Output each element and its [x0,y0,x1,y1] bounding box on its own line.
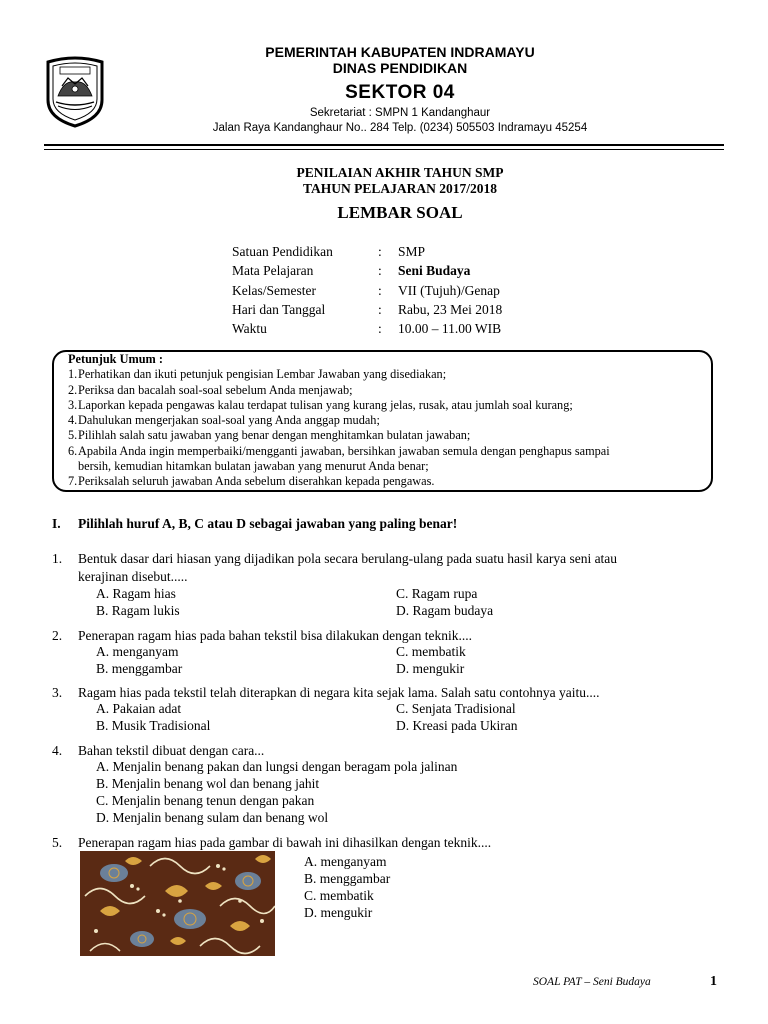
instruction-text: Laporkan kepada pengawas kalau terdapat tulisan yang kurang jelas, rusak, atau jumlah soal kurang; [78,397,573,412]
info-value: Seni Budaya [398,263,471,279]
instruction-item-continuation [60,459,710,474]
info-colon: : [378,244,382,259]
instruction-number: 2. [68,382,78,397]
question-5-option-d: D. mengukir [304,905,373,920]
question-5-option-c: C. membatik [304,888,374,903]
instructions-title: Petunjuk Umum : [68,352,163,366]
info-row-class-semester [232,281,632,300]
instruction-text: Periksalah seluruh jawaban Anda sebelum diserahkan kepada pengawas. [78,474,435,489]
info-row-subject [232,261,632,280]
question-3-option-a: A. Pakaian adat [96,701,182,716]
academic-year: TAHUN PELAJARAN 2017/2018 [302,181,497,196]
question-2-number: 2. [52,628,63,643]
page-number: 1 [710,974,717,989]
instruction-text: Apabila Anda ingin memperbaiki/mengganti jawaban, bersihkan jawaban semula dengan penghapus sampai [78,443,610,458]
info-row-school-level [232,242,632,261]
question-5-number: 5. [52,835,63,850]
instruction-item [60,444,710,459]
question-3-option-b: B. Musik Tradisional [96,718,211,733]
info-row-time [232,319,632,338]
instruction-item [60,367,710,382]
secretariat-line: Sekretariat : SMPN 1 Kandanghaur [309,107,491,119]
info-colon: : [378,321,382,337]
info-value: VII (Tujuh)/Genap [398,282,500,298]
letterhead-divider-thick [44,144,724,146]
instruction-number: 3. [68,397,78,412]
government-heading: PEMERINTAH KABUPATEN INDRAMAYU [265,44,535,60]
info-label: Waktu [232,321,267,337]
info-colon: : [378,301,382,317]
instruction-number: 4. [68,413,78,428]
question-1-option-d: D. Ragam budaya [396,603,494,618]
document-title: LEMBAR SOAL [337,203,463,222]
question-5-option-a: A. menganyam [304,854,387,869]
question-2-option-a: A. menganyam [96,644,179,659]
question-1-option-b: B. Ragam lukis [96,603,180,618]
question-5-option-b: B. menggambar [304,871,391,886]
question-1-number: 1. [52,551,63,566]
question-1-text-continued: kerajinan disebut..... [78,569,188,584]
question-4-option-c: C. Menjalin benang tenun dengan pakan [96,793,315,808]
address-line: Jalan Raya Kandanghaur No.. 284 Telp. (0234) 505503 Indramayu 45254 [212,122,588,134]
section-instruction: Pilihlah huruf A, B, C atau D sebagai jawaban yang paling benar! [78,516,458,531]
question-2-option-b: B. menggambar [96,661,183,676]
info-label: Satuan Pendidikan [232,244,333,259]
exam-info-table [232,242,632,338]
question-3-option-d: D. Kreasi pada Ukiran [396,718,518,733]
info-colon: : [378,263,382,279]
department-heading: DINAS PENDIDIKAN [332,60,468,76]
info-colon: : [378,282,382,298]
instructions-list [60,352,710,490]
info-label: Mata Pelajaran [232,263,314,279]
section-number: I. [52,516,61,531]
question-4-number: 4. [52,743,63,758]
info-value: SMP [398,244,426,259]
question-2-text: Penerapan ragam hias pada bahan tekstil bisa dilakukan dengan teknik.... [78,628,472,643]
regency-emblem-logo [44,56,106,128]
question-3-number: 3. [52,685,63,700]
question-2-option-d: D. mengukir [396,661,465,676]
instruction-text: Dahulukan mengerjakan soal-soal yang Anda anggap mudah; [78,413,380,428]
sector-heading: SEKTOR 04 [345,82,455,103]
instruction-item [60,428,710,443]
info-row-date [232,300,632,319]
question-4-option-a: A. Menjalin benang pakan dan lungsi dengan beragam pola jalinan [96,759,458,774]
question-4-option-d: D. Menjalin benang sulam dan benang wol [96,810,329,825]
info-label: Hari dan Tanggal [232,301,326,317]
batik-fabric-image [80,851,275,956]
exam-title: PENILAIAN AKHIR TAHUN SMP [296,165,504,180]
info-label: Kelas/Semester [232,282,316,298]
info-value: Rabu, 23 Mei 2018 [398,301,503,317]
question-4-text: Bahan tekstil dibuat dengan cara... [78,743,265,758]
question-1-option-a: A. Ragam hias [96,586,176,601]
instruction-text: bersih, kemudian hitamkan bulatan jawaban yang menurut Anda benar; [78,459,429,474]
question-3-text: Ragam hias pada tekstil telah diterapkan di negara kita sejak lama. Salah satu contohnya yaitu.... [78,685,600,700]
instruction-number: 5. [68,428,78,443]
instruction-text: Perhatikan dan ikuti petunjuk pengisian Lembar Jawaban yang disediakan; [78,367,447,382]
instruction-text: Periksa dan bacalah soal-soal sebelum Anda menjawab; [78,382,353,397]
question-5-text: Penerapan ragam hias pada gambar di bawah ini dihasilkan dengan teknik.... [78,835,492,850]
question-1-option-c: C. Ragam rupa [396,586,478,601]
question-1-text: Bentuk dasar dari hiasan yang dijadikan pola secara berulang-ulang pada suatu hasil karya seni atau [78,551,618,566]
instruction-item [60,398,710,413]
question-4-option-b: B. Menjalin benang wol dan benang jahit [96,776,320,791]
instruction-number: 7. [68,474,78,489]
instruction-item [60,383,710,398]
letterhead-divider-thin [44,149,724,150]
question-3-option-c: C. Senjata Tradisional [396,701,516,716]
info-value: 10.00 – 11.00 WIB [398,321,502,337]
question-2-option-c: C. membatik [396,644,466,659]
instruction-item [60,413,710,428]
footer-label: SOAL PAT – Seni Budaya [533,976,651,988]
instruction-item [60,474,710,489]
instruction-text: Pilihlah salah satu jawaban yang benar dengan menghitamkan bulatan jawaban; [78,428,471,443]
instruction-number: 1. [68,367,78,382]
instruction-number: 6. [68,443,78,458]
